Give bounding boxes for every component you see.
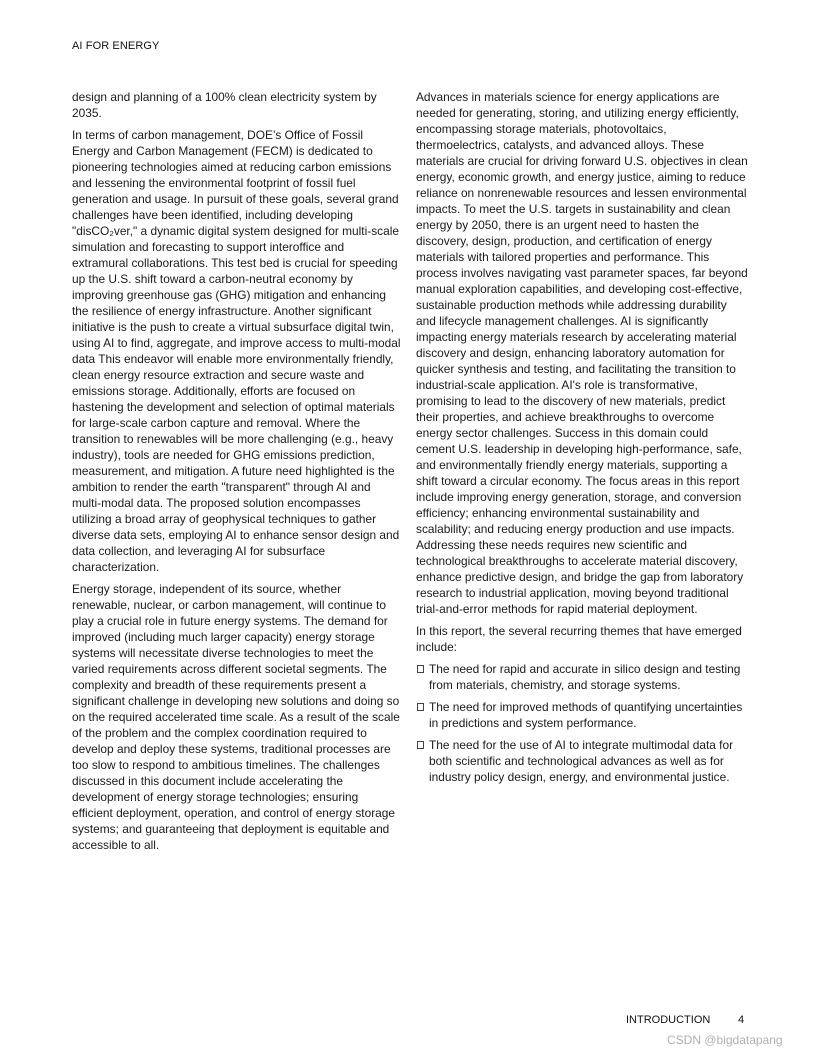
paragraph-recurring-themes: In this report, the several recurring themes that have emerged include: bbox=[416, 624, 742, 654]
list-item bbox=[416, 699, 748, 731]
footer-section-title: INTRODUCTION bbox=[626, 1014, 711, 1026]
list-item-text: The need for improved methods of quantifying uncertainties in predictions and system performance. bbox=[429, 700, 743, 730]
left-column bbox=[72, 89, 402, 859]
checkbox-bullet-icon bbox=[417, 665, 424, 673]
list-item-text: The need for the use of AI to integrate multimodal data for both scientific and technological advances as well as for industry policy design, energy, and environmental justice. bbox=[429, 738, 734, 784]
list-item bbox=[416, 737, 748, 785]
watermark: CSDN @bigdatapang bbox=[667, 1033, 783, 1047]
running-header: AI FOR ENERGY bbox=[72, 40, 160, 52]
paragraph-materials-science: Advances in materials science for energy applications are needed for generating, storing, and utilizing energy efficiently, encompassing storage materials, photovoltaics, thermoelectrics, catalysts, and advanced alloys. These materials are crucial for driving forward U.S. objectives in clean energy, economic growth, and energy justice, aiming to reduce reliance on nonrenewable resources and lessen environmental impacts. To meet the U.S. targets in sustainability and clean energy by 2050, there is an urgent need to hasten the discovery, design, production, and certification of energy materials with tailored properties and performance. This process involves navigating vast parameter spaces, far beyond manual exploration capabilities, and developing cost-effective, sustainable production methods while addressing durability and lifecycle management challenges. AI is significantly impacting energy materials research by accelerating material discovery and design, enhancing laboratory automation for quicker synthesis and testing, and facilitating the transition to industrial-scale application. AI's role is transformative, promising to lead to the discovery of new materials, predict their properties, and achieve breakthroughs to overcome energy sector challenges. Success in this domain could cement U.S. leadership in developing high-performance, safe, and environmentally friendly energy materials, supporting a shift toward a circular economy. The focus areas in this report include improving energy generation, storage, and conversion efficiency; enhancing environmental sustainability and scalability; and reducing energy production and use impacts. Addressing these needs requires new scientific and technological breakthroughs to accelerate material discovery, enhance predictive design, and bridge the gap from laboratory research to industrial application, moving beyond traditional trial-and-error methods for rapid material deployment. bbox=[416, 90, 748, 616]
list-item-text: The need for rapid and accurate in silico design and testing from materials, chemistry, and storage systems. bbox=[429, 662, 741, 692]
right-column bbox=[416, 89, 748, 791]
paragraph-energy-storage: Energy storage, independent of its source, whether renewable, nuclear, or carbon management, will continue to play a crucial role in future energy systems. The demand for improved (including much larger capacity) energy storage systems will necessitate diverse technologies to meet the varied requirements across different societal segments. The complexity and breadth of these requirements present a significant challenge in developing new solutions and doing so on the required accelerated time scale. As a result of the scale of the problem and the complex coordination required to develop and deploy these systems, traditional processes are too slow to respond to ambitious timelines. The challenges discussed in this document include accelerating the development of energy storage technologies; ensuring efficient deployment, operation, and control of energy storage systems; and guaranteeing that deployment is equitable and accessible to all. bbox=[72, 582, 400, 852]
checkbox-bullet-icon bbox=[417, 703, 424, 711]
paragraph-clean-electricity: design and planning of a 100% clean electricity system by 2035. bbox=[72, 90, 377, 120]
paragraph-carbon-management: In terms of carbon management, DOE’s Office of Fossil Energy and Carbon Management (FECM) is dedicated to pioneering technologies aimed at reducing carbon emissions and lessening the environmental footprint of fossil fuel generation and usage. In pursuit of these goals, several grand challenges have been identified, including developing "disCO₂ver," a dynamic digital system designed for multi-scale simulation and forecasting to support interoffice and extramural collaborations. This test bed is crucial for speeding up the U.S. shift toward a carbon-neutral economy by improving greenhouse gas (GHG) mitigation and enhancing the resilience of energy infrastructure. Another significant initiative is the push to create a virtual subsurface digital twin, using AI to find, aggregate, and improve access to multi-modal data This endeavor will enable more environmentally friendly, clean energy resource extraction and secure waste and emissions storage. Additionally, efforts are focused on hastening the development and selection of optimal materials for large-scale carbon capture and removal. Where the transition to renewables will be more challenging (e.g., heavy industry), tools are needed for GHG emissions prediction, measurement, and mitigation. A future need highlighted is the ambition to render the earth "transparent" through AI and multi-modal data. The proposed solution encompasses utilizing a broad array of geophysical techniques to gather diverse data sets, employing AI to enhance sensor design and data collection, and leveraging AI for subsurface characterization. bbox=[72, 128, 401, 574]
list-item bbox=[416, 661, 748, 693]
checkbox-bullet-icon bbox=[417, 741, 424, 749]
page-number: 4 bbox=[738, 1014, 745, 1026]
